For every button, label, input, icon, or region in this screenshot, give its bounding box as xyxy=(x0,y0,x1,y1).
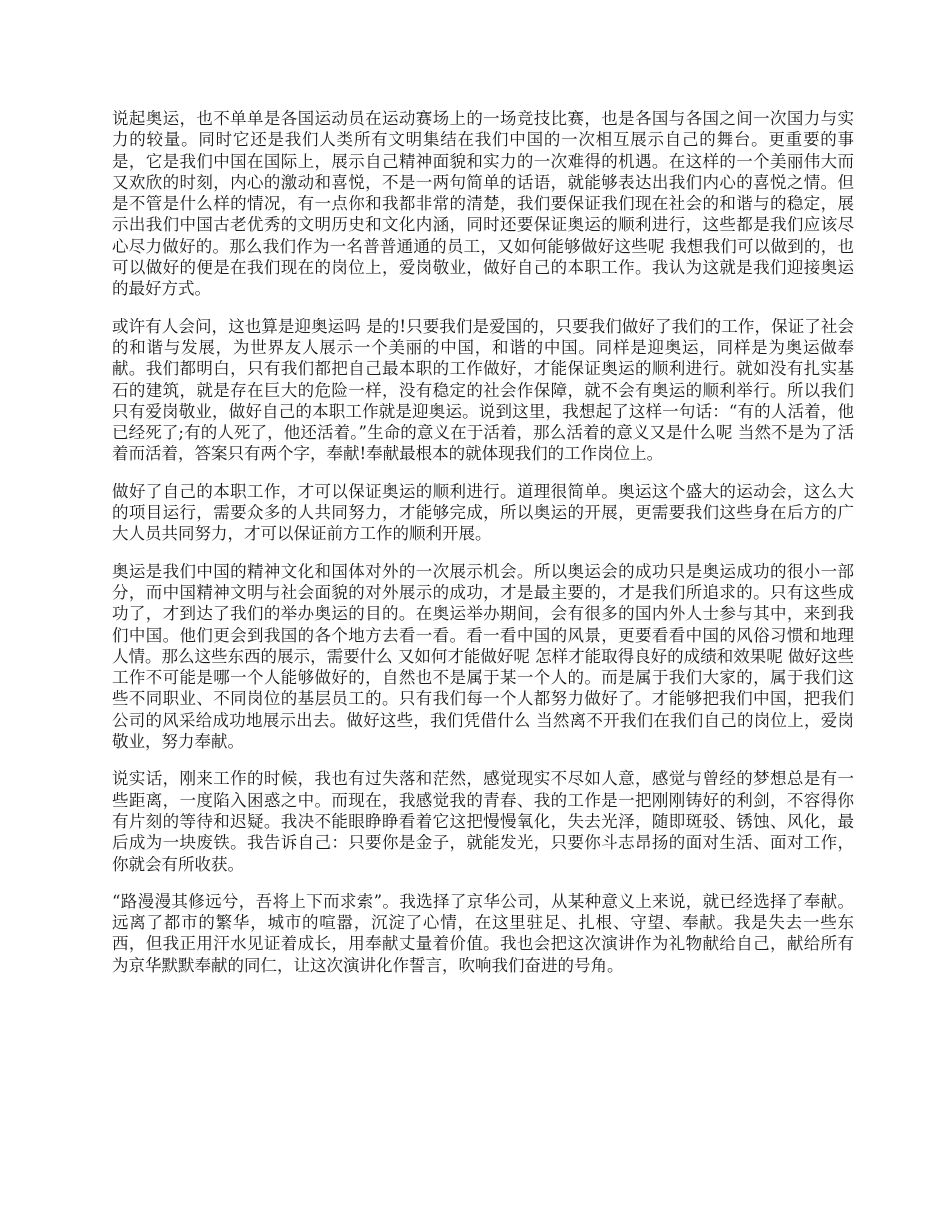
document-body xyxy=(112,108,854,992)
paragraph-2: 或许有人会问，这也算是迎奥运吗 是的!只要我们是爱国的，只要我们做好了我们的工作，保证了社会的和谐与发展，为世界友人展示一个美丽的中国，和谐的中国。同样是迎奥运，同样是为奥运做奉献。我们都明白，只有我们都把自己最本职的工作做好，才能保证奥运的顺利进行。就如没有扎实基石的建筑，就是存在巨大的危险一样，没有稳定的社会作保障，就不会有奥运的顺利举行。所以我们只有爱岗敬业，做好自己的本职工作就是迎奥运。说到这里，我想起了这样一句话：“有的人活着，他已经死了;有的人死了，他还活着。”生命的意义在于活着，那么活着的意义又是什么呢 当然不是为了活着而活着，答案只有两个字，奉献!奉献最根本的就体现我们的工作岗位上。 xyxy=(112,316,854,464)
paragraph-4: 奥运是我们中国的精神文化和国体对外的一次展示机会。所以奥运会的成功只是奥运成功的很小一部分，而中国精神文明与社会面貌的对外展示的成功，才是最主要的，才是我们所追求的。只有这些成功了，才到达了我们的举办奥运的目的。在奥运举办期间，会有很多的国内外人士参与其中，来到我们中国。他们更会到我国的各个地方去看一看。看一看中国的风景，更要看看中国的风俗习惯和地理人情。那么这些东西的展示，需要什么 又如何才能做好呢 怎样才能取得良好的成绩和效果呢 做好这些工作不可能是哪一个人能够做好的，自然也不是属于某一个人的。而是属于我们大家的，属于我们这些不同职业、不同岗位的基层员工的。只有我们每一个人都努力做好了。才能够把我们中国，把我们公司的风采给成功地展示出去。做好这些，我们凭借什么 当然离不开我们在我们自己的岗位上，爱岗敬业，努力奉献。 xyxy=(112,561,854,752)
paragraph-1: 说起奥运，也不单单是各国运动员在运动赛场上的一场竞技比赛，也是各国与各国之间一次国力与实力的较量。同时它还是我们人类所有文明集结在我们中国的一次相互展示自己的舞台。更重要的事是，它是我们中国在国际上，展示自己精神面貌和实力的一次难得的机遇。在这样的一个美丽伟大而又欢欣的时刻，内心的激动和喜悦，不是一两句简单的话语，就能够表达出我们内心的喜悦之情。但是不管是什么样的情况，有一点你和我都非常的清楚，我们要保证我们现在社会的和谐与的稳定，展示出我们中国古老优秀的文明历史和文化内涵，同时还要保证奥运的顺利进行，这些都是我们应该尽心尽力做好的。那么我们作为一名普普通通的员工，又如何能够做好这些呢 我想我们可以做到的，也可以做好的便是在我们现在的岗位上，爱岗敬业，做好自己的本职工作。我认为这就是我们迎接奥运的最好方式。 xyxy=(112,109,854,299)
paragraph-3: 做好了自己的本职工作，才可以保证奥运的顺利进行。道理很简单。奥运这个盛大的运动会，这么大的项目运行，需要众多的人共同努力，才能够完成，所以奥运的开展，更需要我们这些身在后方的广大人员共同努力，才可以保证前方工作的顺利开展。 xyxy=(112,481,854,544)
paragraph-5: 说实话，刚来工作的时候，我也有过失落和茫然，感觉现实不尽如人意，感觉与曾经的梦想总是有一些距离，一度陷入困惑之中。而现在，我感觉我的青春、我的工作是一把刚刚铸好的利剑，不容得你有片刻的等待和迟疑。我决不能眼睁睁看着它这把慢慢氧化，失去光泽，随即斑驳、锈蚀、风化，最后成为一块废铁。我告诉自己：只要你是金子，就能发光，只要你斗志昂扬的面对生活、面对工作，你就会有所收获。 xyxy=(112,769,854,874)
paragraph-6: “路漫漫其修远兮，吾将上下而求索”。我选择了京华公司，从某种意义上来说，就已经选择了奉献。远离了都市的繁华，城市的喧嚣，沉淀了心情，在这里驻足、扎根、守望、奉献。我是失去一些东西，但我正用汗水见证着成长，用奉献丈量着价值。我也会把这次演讲作为礼物献给自己，献给所有为京华默默奉献的同仁，让这次演讲化作誓言，吹响我们奋进的号角。 xyxy=(112,891,854,975)
